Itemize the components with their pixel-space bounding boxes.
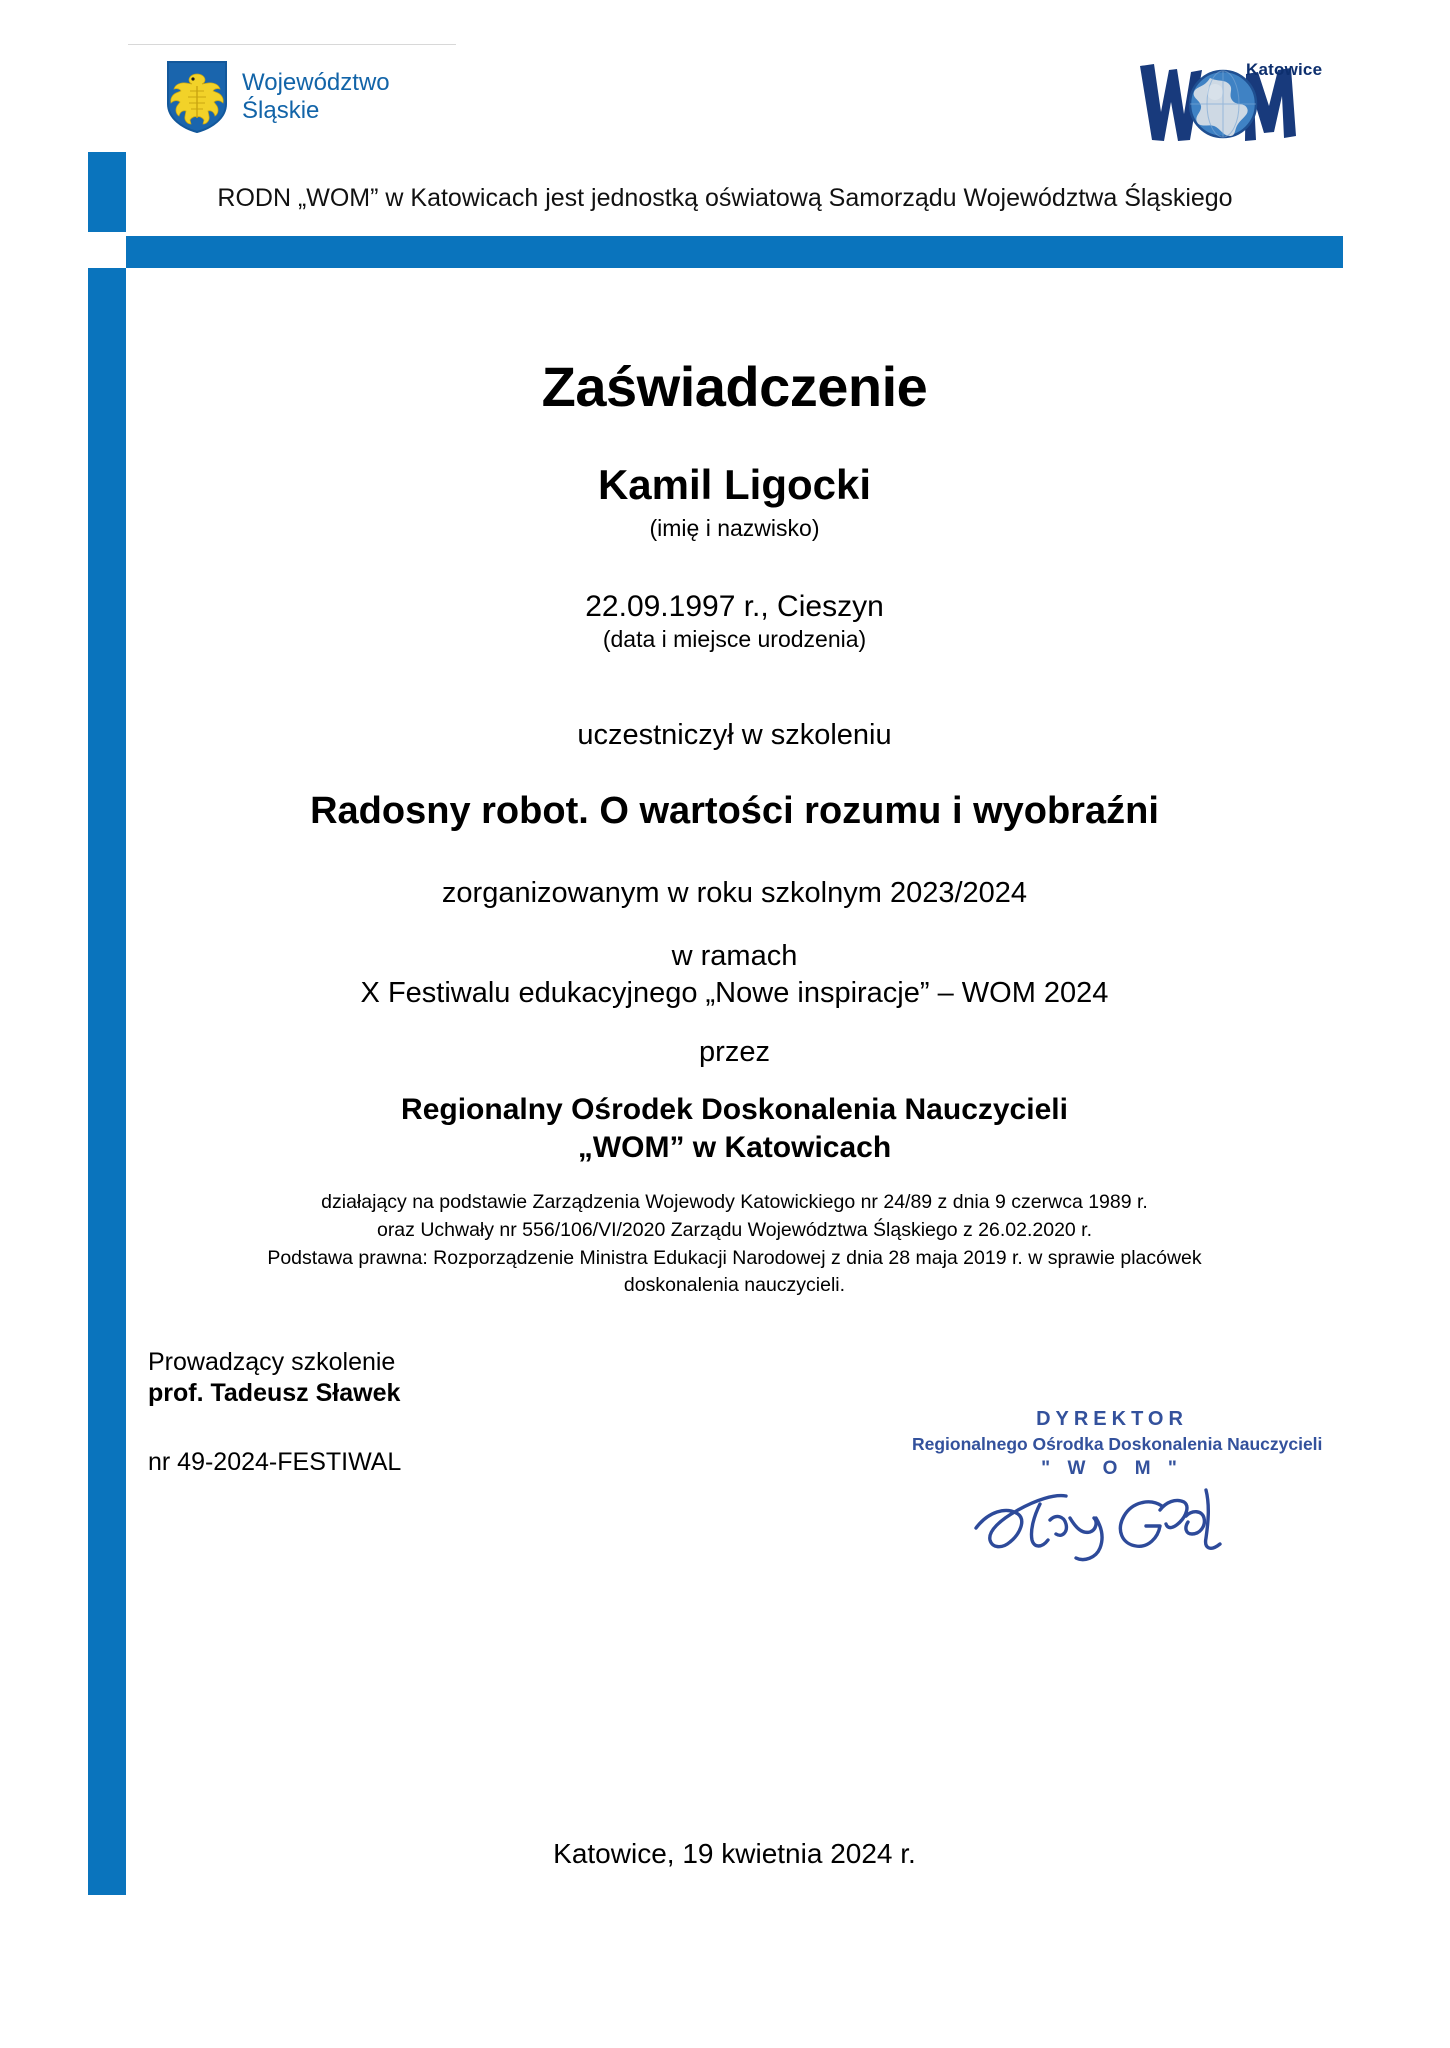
stamp-organization: Regionalnego Ośrodka Doskonalenia Nauczycieli <box>912 1434 1323 1454</box>
left-accent-bar-main <box>88 268 126 1895</box>
legal-basis-line: oraz Uchwały nr 556/106/VI/2020 Zarządu Województwa Śląskiego z 26.02.2020 r. <box>376 1218 1093 1241</box>
organizer-by-label: przez <box>699 1036 770 1068</box>
organizer-name <box>126 1091 1343 1167</box>
place-and-date: Katowice, 19 kwietnia 2024 r. <box>553 1838 916 1869</box>
legal-basis-text <box>126 1189 1343 1300</box>
stamp-institution: " W O M " <box>1041 1458 1183 1479</box>
voivodeship-logo <box>166 60 390 134</box>
trainer-name: prof. Tadeusz Sławek <box>148 1379 401 1407</box>
birth-details-caption: (data i miejsce urodzenia) <box>602 626 867 652</box>
participation-statement: uczestniczył w szkoleniu <box>577 719 892 751</box>
legal-basis-line: doskonalenia nauczycieli. <box>623 1274 846 1297</box>
top-divider-rule <box>128 44 456 45</box>
organizer-name-line-1: Regionalny Ośrodek Doskonalenia Nauczycieli <box>401 1093 1068 1126</box>
birth-details: 22.09.1997 r., Cieszyn <box>585 590 884 623</box>
horizontal-accent-bar <box>126 236 1343 268</box>
wom-logo <box>1128 48 1323 160</box>
voivodeship-wordmark <box>242 69 390 125</box>
organizer-name-line-2: „WOM” w Katowicach <box>577 1131 892 1165</box>
handwritten-signature-icon <box>962 1476 1262 1568</box>
silesian-coat-of-arms-icon <box>166 60 228 134</box>
voivodeship-line-1: Województwo <box>242 68 390 96</box>
header-statement: RODN „WOM” w Katowicach jest jednostką oświatową Samorządu Województwa Śląskiego <box>217 184 1233 212</box>
school-year-line: zorganizowanym w roku szkolnym 2023/2024 <box>441 877 1028 909</box>
within-label: w ramach <box>671 940 798 972</box>
stamp-role: DYREKTOR <box>1036 1408 1188 1430</box>
participant-name: Kamil Ligocki <box>597 461 872 508</box>
page-title: Zaświadczenie <box>541 355 928 418</box>
course-title: Radosny robot. O wartości rozumu i wyobraźni <box>310 790 1159 832</box>
certificate-body <box>126 300 1343 1300</box>
legal-basis-line: Podstawa prawna: Rozporządzenie Ministra Edukacji Narodowej z dnia 28 maja 2019 r. w sprawie placówek <box>267 1246 1202 1269</box>
wom-city-label: Katowice <box>1246 60 1323 79</box>
director-stamp <box>912 1408 1323 1568</box>
certificate-number: nr 49-2024-FESTIWAL <box>148 1448 402 1476</box>
participant-name-caption: (imię i nazwisko) <box>649 515 820 541</box>
director-signature <box>912 1476 1312 1568</box>
festival-line: X Festiwalu edukacyjnego „Nowe inspiracje” – WOM 2024 <box>360 977 1109 1009</box>
voivodeship-line-2: Śląskie <box>242 97 320 124</box>
trainer-label: Prowadzący szkolenie <box>148 1348 396 1376</box>
legal-basis-line: działający na podstawie Zarządzenia Wojewody Katowickiego nr 24/89 z dnia 9 czerwca 1989 r. <box>321 1191 1148 1214</box>
